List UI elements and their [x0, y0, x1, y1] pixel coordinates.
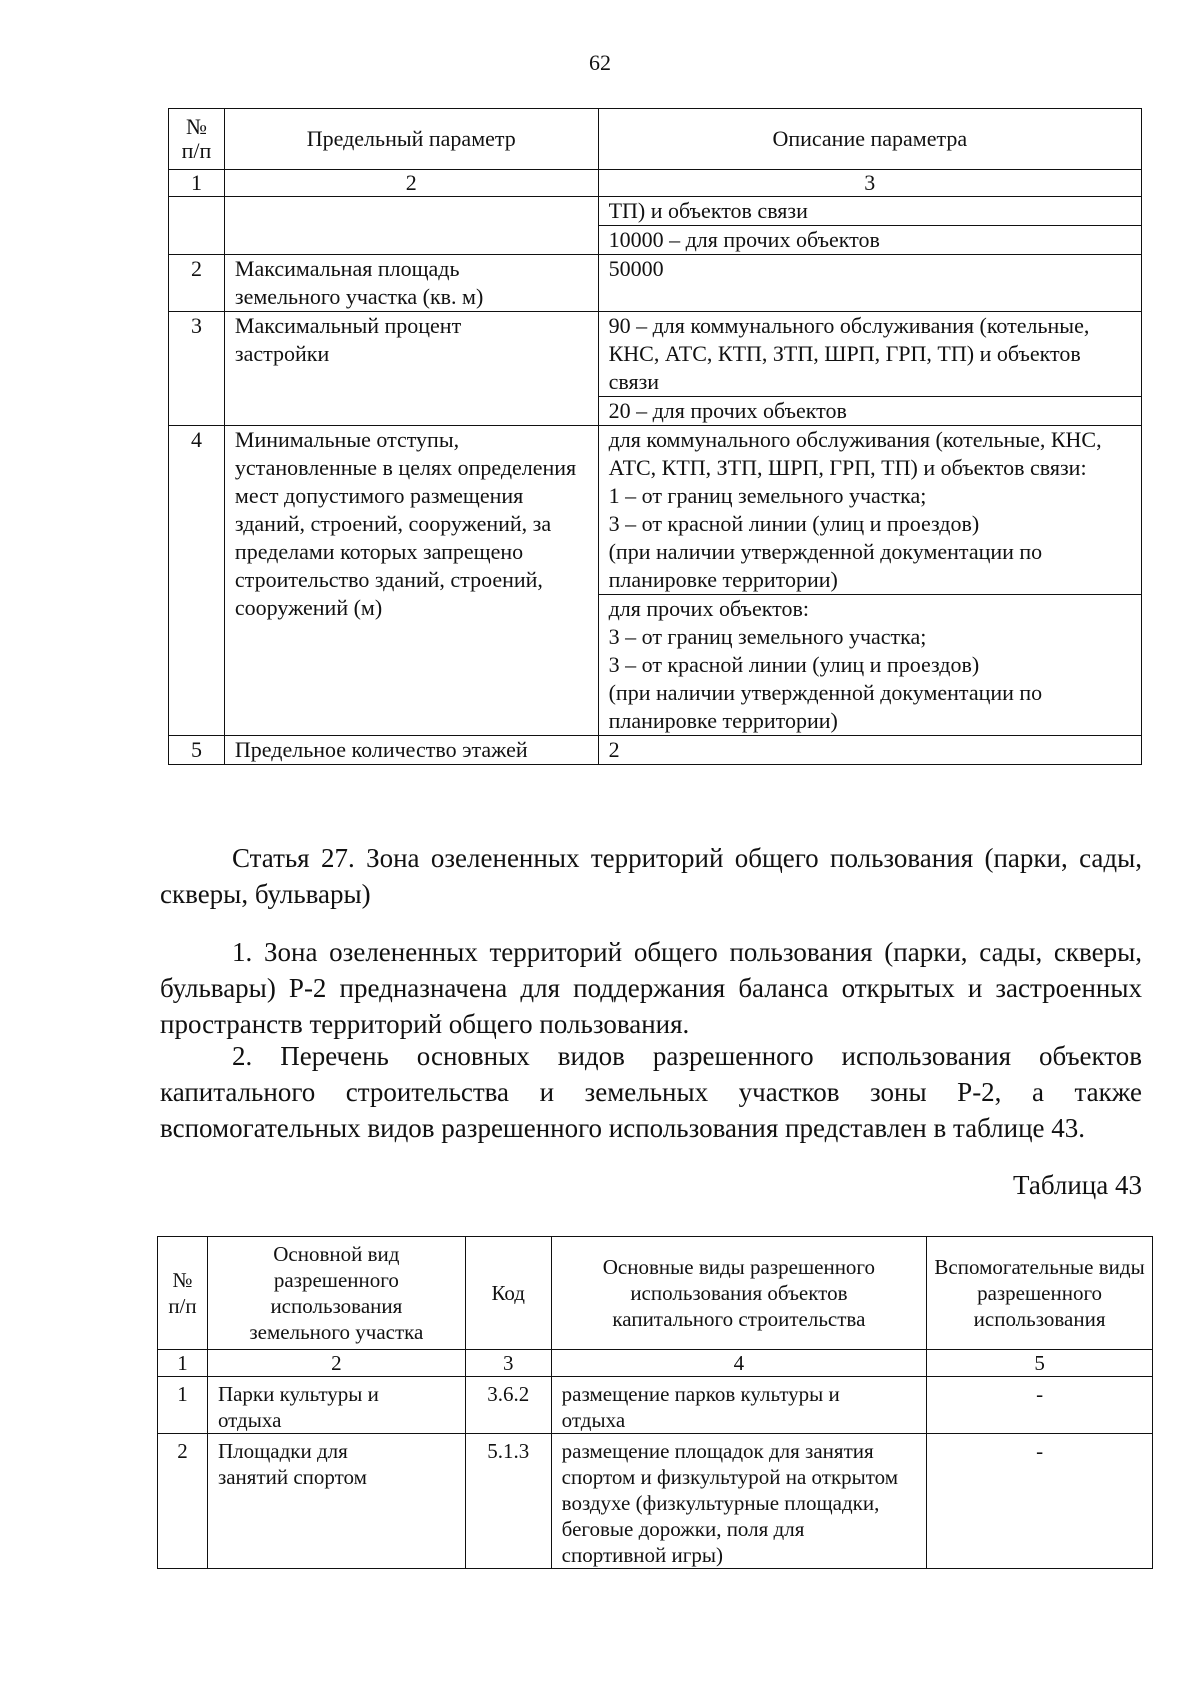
paragraph-2: 2. Перечень основных видов разрешенного использования объектов капитального строительства и земельных участков зоны Р-2, а также вспомогательных видов разрешенного использования представлен в таблице 43.	[160, 1041, 1142, 1143]
index-cell: 3	[465, 1350, 551, 1377]
desc-line: (при наличии утвержденной документации по планировке территории)	[608, 539, 1043, 592]
row-param: Максимальный процент застройки	[224, 312, 598, 426]
header-land-use: Основной вид разрешенного использования земельного участка	[207, 1237, 465, 1350]
row-num	[169, 197, 225, 255]
header-num: № п/п	[169, 109, 225, 170]
table-row	[169, 255, 1142, 312]
parameters-table	[168, 108, 1142, 765]
row-num: 2	[158, 1434, 208, 1569]
row-land-use: Площадки для занятий спортом	[207, 1434, 465, 1569]
desc-line: 1 – от границ земельного участка;	[608, 483, 927, 508]
paragraph-1: 1. Зона озелененных территорий общего пользования (парки, сады, скверы, бульвары) Р-2 предназначена для поддержания баланса открытых и застроенных пространств территорий общего пользования.	[160, 937, 1142, 1039]
row-aux-use: -	[927, 1434, 1153, 1569]
row-land-use: Парки культуры и отдыха	[207, 1377, 465, 1434]
row-param: Максимальная площадь земельного участка (кв. м)	[224, 255, 598, 312]
row-desc: 50000	[598, 255, 1141, 312]
row-param	[224, 197, 598, 255]
index-cell: 4	[551, 1350, 926, 1377]
row-aux-use: -	[927, 1377, 1153, 1434]
row-desc: 90 – для коммунального обслуживания (котельные, КНС, АТС, КТП, ЗТП, ШРП, ГРП, ТП) и объектов связи	[598, 312, 1141, 397]
desc-line: для прочих объектов:	[608, 596, 809, 621]
row-code: 5.1.3	[465, 1434, 551, 1569]
index-cell: 3	[598, 170, 1141, 197]
index-cell: 1	[169, 170, 225, 197]
table-row	[158, 1434, 1153, 1569]
article-title: Статья 27. Зона озелененных территорий общего пользования (парки, сады, скверы, бульвары)	[160, 843, 1142, 909]
table-row	[158, 1377, 1153, 1434]
desc-line: 3 – от красной линии (улиц и проездов)	[608, 652, 980, 677]
header-capital-use: Основные виды разрешенного использования объектов капитального строительства	[551, 1237, 926, 1350]
row-code: 3.6.2	[465, 1377, 551, 1434]
header-code: Код	[465, 1237, 551, 1350]
table-row	[169, 736, 1142, 765]
index-cell: 5	[927, 1350, 1153, 1377]
table-row	[169, 426, 1142, 595]
row-capital-use: размещение парков культуры и отдыха	[551, 1377, 926, 1434]
header-param: Предельный параметр	[224, 109, 598, 170]
row-num: 4	[169, 426, 225, 736]
desc-line: (при наличии утвержденной документации по планировке территории)	[608, 680, 1043, 733]
row-desc: 10000 – для прочих объектов	[598, 226, 1141, 255]
table-index-row	[158, 1350, 1153, 1377]
table-caption: Таблица 43	[1013, 1170, 1142, 1200]
table-row	[169, 197, 1142, 226]
table-row	[169, 312, 1142, 397]
row-capital-use: размещение площадок для занятия спортом и физкультурой на открытом воздухе (физкультурные площадки, беговые дорожки, поля для спортивной игры)	[551, 1434, 926, 1569]
page-number: 62	[589, 50, 611, 75]
table-header-row	[158, 1237, 1153, 1350]
desc-line: 3 – от красной линии (улиц и проездов)	[608, 511, 980, 536]
desc-line: для коммунального обслуживания (котельные, КНС, АТС, КТП, ЗТП, ШРП, ГРП, ТП) и объектов связи:	[608, 427, 1102, 480]
header-aux-use: Вспомогательные виды разрешенного использования	[927, 1237, 1153, 1350]
row-num: 5	[169, 736, 225, 765]
row-num: 1	[158, 1377, 208, 1434]
header-desc: Описание параметра	[598, 109, 1141, 170]
row-desc: 20 – для прочих объектов	[598, 397, 1141, 426]
row-desc: 2	[598, 736, 1141, 765]
row-num: 2	[169, 255, 225, 312]
desc-line: 3 – от границ земельного участка;	[608, 624, 927, 649]
table-index-row	[169, 170, 1142, 197]
row-desc	[598, 426, 1141, 595]
header-num: № п/п	[158, 1237, 208, 1350]
row-desc: ТП) и объектов связи	[598, 197, 1141, 226]
row-desc	[598, 595, 1141, 736]
row-num: 3	[169, 312, 225, 426]
row-param: Минимальные отступы, установленные в целях определения мест допустимого размещения зданий, строений, сооружений, за пределами которых запрещено строительство зданий, строений, сооружений (м)	[224, 426, 598, 736]
index-cell: 2	[207, 1350, 465, 1377]
index-cell: 2	[224, 170, 598, 197]
land-use-table	[157, 1236, 1153, 1569]
index-cell: 1	[158, 1350, 208, 1377]
row-param: Предельное количество этажей	[224, 736, 598, 765]
table-header-row	[169, 109, 1142, 170]
